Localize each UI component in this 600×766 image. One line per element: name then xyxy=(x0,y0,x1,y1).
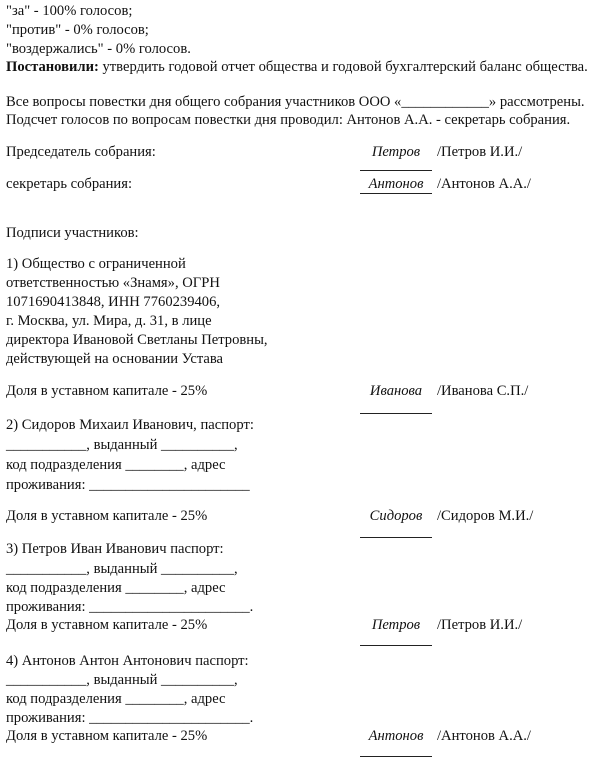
participant-signature-line xyxy=(360,413,432,414)
participant-line: код подразделения ________, адрес xyxy=(6,691,226,707)
participant-line: ответственностью «Знамя», ОГРН xyxy=(6,275,220,291)
participant-share: Доля в уставном капитале - 25% xyxy=(6,728,208,744)
chairman-name: /Петров И.И./ xyxy=(437,144,523,160)
participant-signature: Антонов xyxy=(368,728,424,744)
participant-line: 1) Общество с ограниченной xyxy=(6,256,186,272)
participant-share: Доля в уставном капитале - 25% xyxy=(6,383,208,399)
participant-line: 3) Петров Иван Иванович паспорт: xyxy=(6,541,224,557)
participant-line: код подразделения ________, адрес xyxy=(6,457,226,473)
participant-signature: Сидоров xyxy=(369,508,423,524)
participant-name: /Иванова С.П./ xyxy=(437,383,529,399)
decision-text: утвердить годовой отчет общества и годовой бухгалтерский баланс общества. xyxy=(98,59,588,75)
participant-line: ___________, выданный __________, xyxy=(6,672,238,688)
participant-signature-line xyxy=(360,645,432,646)
summary-line-1: Все вопросы повестки дня общего собрания участников ООО «____________» рассмотрены. xyxy=(6,94,585,110)
participant-line: 2) Сидоров Михаил Иванович, паспорт: xyxy=(6,417,254,433)
chairman-signature: Петров xyxy=(371,144,421,160)
summary-line-2: Подсчет голосов по вопросам повестки дня проводил: Антонов А.А. - секретарь собрания. xyxy=(6,112,571,128)
participant-share: Доля в уставном капитале - 25% xyxy=(6,508,208,524)
vote-for: "за" - 100% голосов; xyxy=(6,3,133,19)
participant-line: 4) Антонов Антон Антонович паспорт: xyxy=(6,653,249,669)
participant-signature: Петров xyxy=(371,617,421,633)
participant-line: г. Москва, ул. Мира, д. 31, в лице xyxy=(6,313,212,329)
participant-signature-line xyxy=(360,756,432,757)
participant-signature: Иванова xyxy=(369,383,423,399)
vote-against: "против" - 0% голосов; xyxy=(6,22,149,38)
participant-line: ___________, выданный __________, xyxy=(6,561,238,577)
participants-heading: Подписи участников: xyxy=(6,225,139,241)
participant-name: /Петров И.И./ xyxy=(437,617,523,633)
participant-line: код подразделения ________, адрес xyxy=(6,580,226,596)
secretary-label: секретарь собрания: xyxy=(6,176,132,192)
participant-signature-line xyxy=(360,537,432,538)
chairman-label: Председатель собрания: xyxy=(6,144,156,160)
participant-share: Доля в уставном капитале - 25% xyxy=(6,617,208,633)
chairman-signature-line xyxy=(360,170,432,171)
vote-abstain: "воздержались" - 0% голосов. xyxy=(6,41,191,57)
decision-label: Постановили: xyxy=(6,59,99,75)
participant-line: проживания: ______________________ xyxy=(6,477,250,493)
participant-line: директора Ивановой Светланы Петровны, xyxy=(6,332,268,348)
decision xyxy=(6,58,588,76)
participant-name: /Сидоров М.И./ xyxy=(437,508,534,524)
secretary-signature: Антонов xyxy=(360,175,432,194)
participant-line: проживания: ______________________. xyxy=(6,710,254,726)
participant-line: проживания: ______________________. xyxy=(6,599,254,615)
participant-name: /Антонов А.А./ xyxy=(437,728,531,744)
participant-line: 1071690413848, ИНН 7760239406, xyxy=(6,294,221,310)
secretary-name: /Антонов А.А./ xyxy=(437,176,531,192)
participant-line: ___________, выданный __________, xyxy=(6,437,238,453)
participant-line: действующей на основании Устава xyxy=(6,351,224,367)
